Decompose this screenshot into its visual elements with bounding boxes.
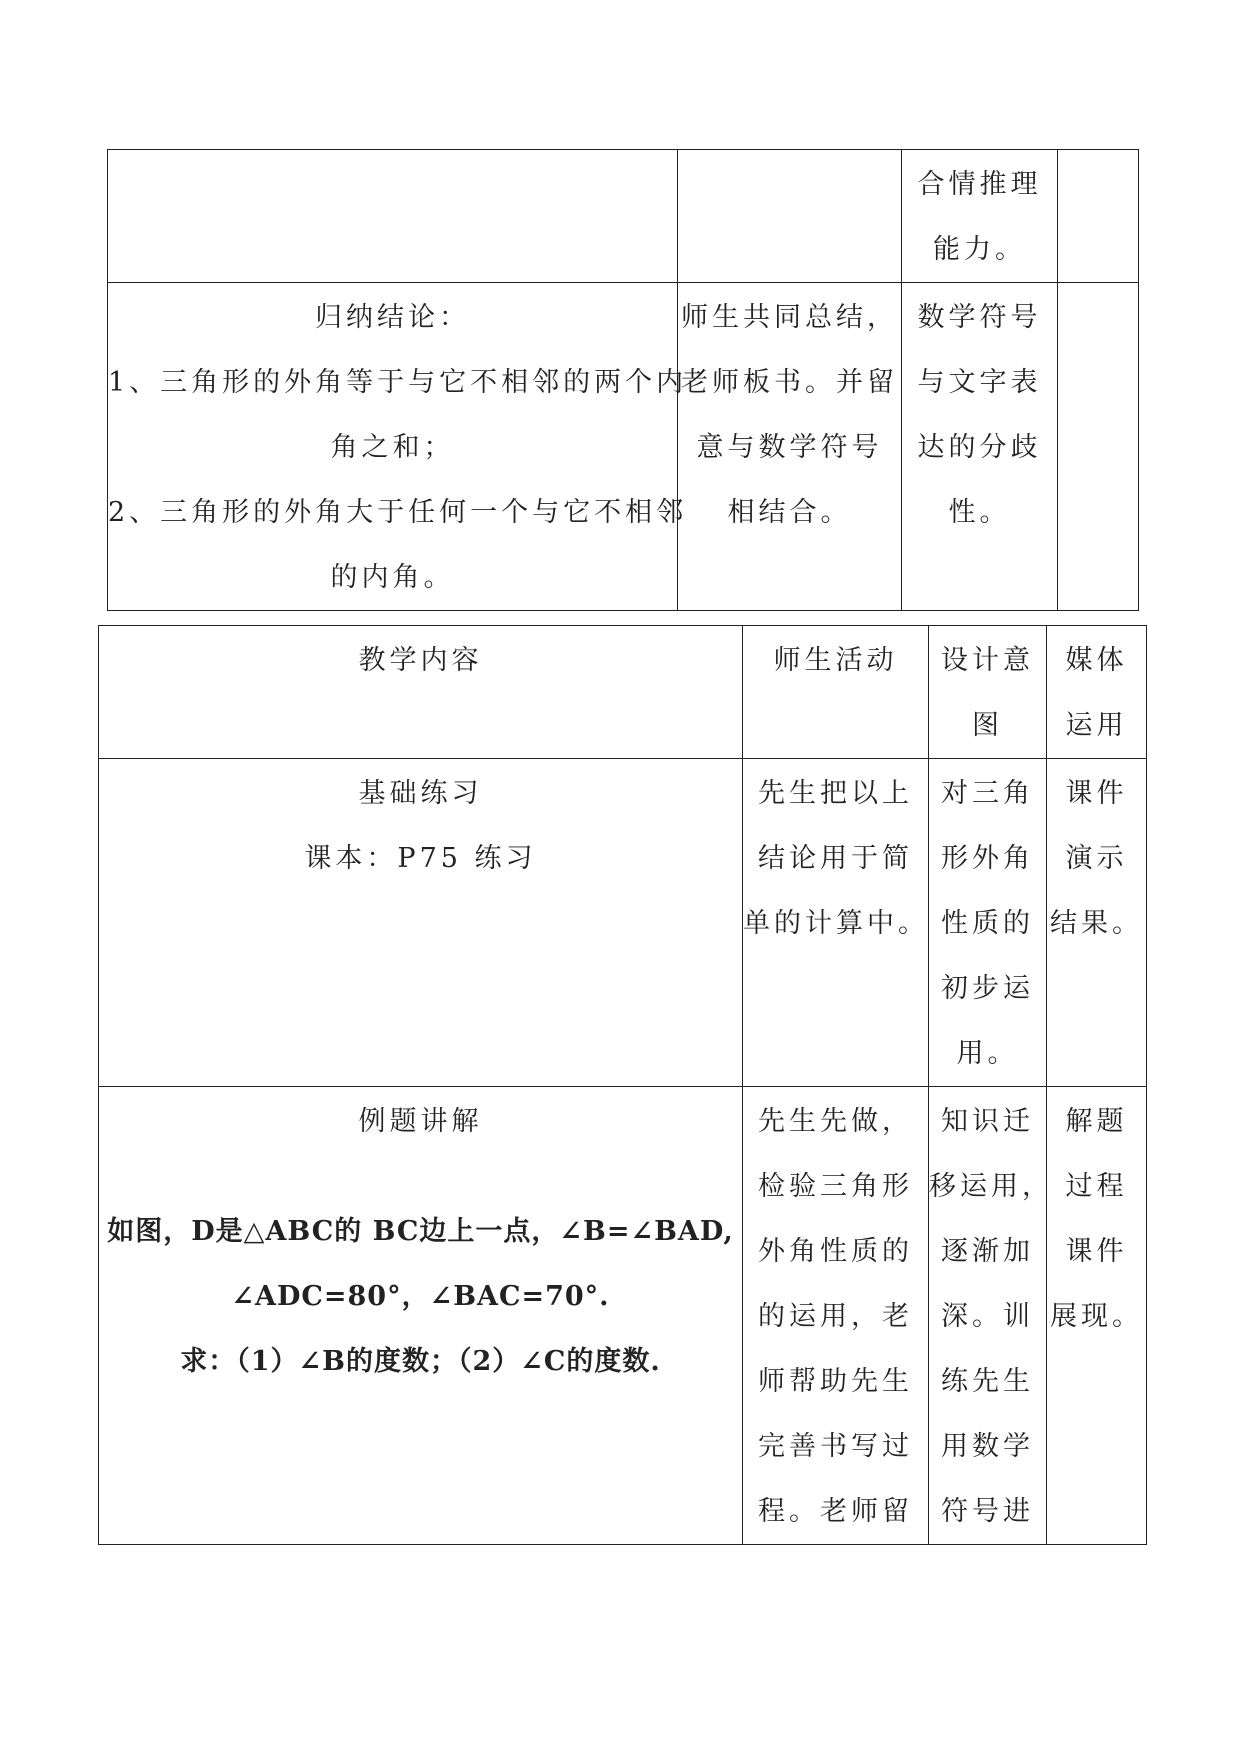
table-row [99,759,1147,1087]
cell-design: 知识迁 移运用， 逐渐加 深。训 练先生 用数学 符号进 [929,1087,1047,1545]
cell-activity: 师生共同总结， 老师板书。并留 意与数学符号 相结合。 [678,283,902,611]
table-row [108,150,1139,283]
table-header-row [99,626,1147,759]
header-design: 设计意 图 [929,626,1047,759]
lesson-table-bottom [98,625,1147,1545]
cell-content: 基础练习 课本：P75 练习 [99,759,743,1087]
header-activity: 师生活动 [743,626,929,759]
cell-activity [678,150,902,283]
cell-design: 对三角 形外角 性质的 初步运 用。 [929,759,1047,1087]
cell-activity: 先生把以上 结论用于简 单的计算中。 [743,759,929,1087]
cell-media: 解题 过程 课件 展现。 [1047,1087,1147,1545]
cell-design: 数学符号 与文字表 达的分歧 性。 [902,283,1058,611]
table-row [108,283,1139,611]
conclusion-heading: 归纳结论： [315,302,470,333]
lesson-table-top [107,149,1139,611]
cell-media [1058,150,1139,283]
problem-line: 如图，D是△ABC的 BC边上一点，∠B=∠BAD, [107,1216,734,1247]
problem-line: 求：（1）∠B的度数；（2）∠C的度数. [180,1346,661,1377]
table-row [99,1087,1147,1545]
problem-line: ∠ADC=80°，∠BAC=70°. [231,1281,610,1312]
cell-design: 合情推理 能力。 [902,150,1058,283]
cell-content [99,1087,743,1545]
cell-content [108,150,678,283]
cell-conclusion: 归纳结论： 1、三角形的外角等于与它不相邻的两个内 角之和； 2、三角形的外角大于任何一个与它不相邻 的内角。 [108,283,678,611]
cell-media: 课件 演示 结果。 [1047,759,1147,1087]
header-content: 教学内容 [99,626,743,759]
cell-media [1058,283,1139,611]
section-heading: 例题讲解 [358,1106,483,1137]
header-media: 媒体 运用 [1047,626,1147,759]
section-heading: 基础练习 [358,778,483,809]
cell-activity: 先生先做， 检验三角形 外角性质的 的运用，老 师帮助先生 完善书写过 程。老师留 [743,1087,929,1545]
